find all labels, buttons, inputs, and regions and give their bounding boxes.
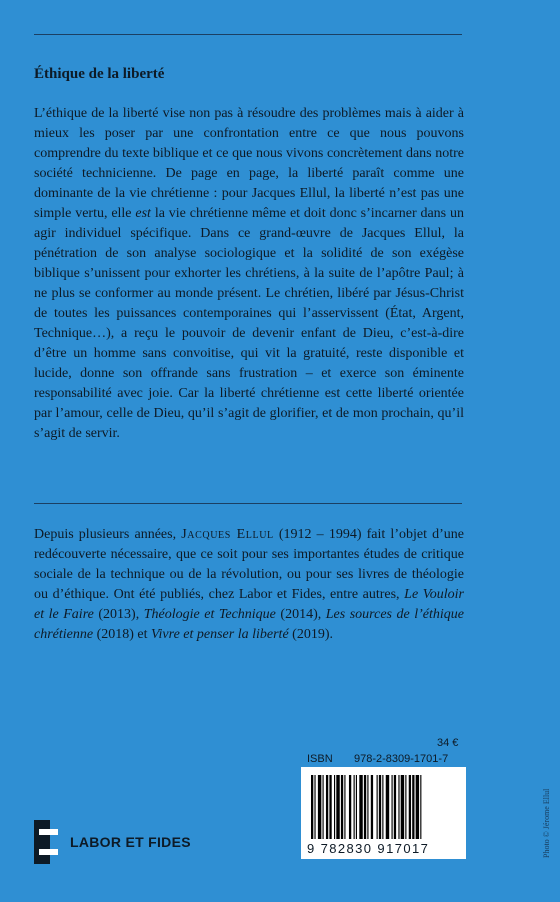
section-title: Éthique de la liberté (34, 66, 165, 82)
barcode-bar (394, 775, 396, 839)
barcode-bar (401, 775, 404, 839)
description-paragraph (34, 104, 464, 444)
bio-text-4: (2018) et (93, 627, 152, 642)
barcode-bar (341, 775, 343, 839)
bio-text-2: (2013), (93, 607, 144, 622)
description-emphasis: est (135, 206, 151, 221)
barcode-bar (379, 775, 381, 839)
barcode-bar (329, 775, 331, 839)
book-title-4: Vivre et penser la liberté (151, 627, 289, 642)
barcode-bar (405, 775, 406, 839)
bio-intro: Depuis plusieurs années, (34, 527, 182, 542)
barcode-bar (334, 775, 335, 839)
barcode-bar (359, 775, 362, 839)
barcode-bar (326, 775, 328, 839)
barcode-bar (323, 775, 324, 839)
barcode-bar (367, 775, 368, 839)
barcode-bar (412, 775, 414, 839)
bio-text-1: (1912 – 1994) fait l’objet d’une redécouverte nécessaire, que ce soit pour ses importantes études de critique sociale de la technique ou de la révolution, ou pour ses livres de théologie ou d’éthique. Ont été publiés, chez Labor et Fides, entre autres, (34, 527, 464, 602)
author-name: Jacques Ellul (181, 527, 274, 542)
barcode-bar (318, 775, 321, 839)
barcode-bar (344, 775, 345, 839)
barcode-bar (377, 775, 378, 839)
barcode-bar (364, 775, 366, 839)
top-rule (34, 34, 462, 35)
barcode-bar (311, 775, 313, 839)
bio-text-5: (2019). (288, 627, 333, 642)
barcode-bar (409, 775, 411, 839)
barcode-bar (416, 775, 419, 839)
book-title-1: Le Vouloir et le Faire (34, 587, 465, 622)
barcode-bar (392, 775, 393, 839)
book-title-2: Théologie et Technique (143, 607, 276, 622)
barcode-bar (382, 775, 383, 839)
publisher-logo (34, 820, 191, 864)
barcode-bar (398, 775, 399, 839)
bio-text-3: (2014), (275, 607, 326, 622)
author-bio-paragraph (34, 525, 464, 645)
barcode-bar (349, 775, 351, 839)
publisher-logo-icon (34, 820, 58, 864)
barcode-bar (354, 775, 355, 839)
photo-credit: Photo © Jérome Ellul (542, 788, 551, 858)
isbn-label: ISBN (307, 753, 333, 765)
middle-rule (34, 503, 462, 504)
barcode-digits: 9 782830 917017 (307, 841, 430, 856)
publisher-name: LABOR ET FIDES (70, 834, 191, 850)
barcode-bar (420, 775, 421, 839)
barcode (301, 767, 466, 859)
barcode-bar (386, 775, 389, 839)
book-title-3: Les sources de l’éthique chrétienne (34, 607, 464, 642)
barcode-bar (314, 775, 315, 839)
barcode-bar (336, 775, 339, 839)
isbn-number: 978-2-8309-1701-7 (354, 753, 449, 765)
price: 34 € (437, 737, 459, 749)
barcode-bar (371, 775, 373, 839)
description-text-1: L’éthique de la liberté vise non pas à résoudre des problèmes mais à aider à mieux les poser par une confrontation entre ce que nous pouvons comprendre du texte biblique et ce que nous vivons concrètement dans notre société technicienne. De page en page, la liberté paraît comme une dominante de la vie chrétienne : pour Jacques Ellul, la liberté n’est pas une simple vertu, elle (34, 106, 464, 221)
description-text-2: la vie chrétienne même et doit donc s’incarner dans un agir individuel spécifique. Dans ce grand-œuvre de Jacques Ellul, la pénétration de son analyse sociologique et la solidité de son exégèse biblique s’unissent pour exhorter les chrétiens, à la suite de l’apôtre Paul; à ne plus se conformer au monde présent. Le chrétien, libéré par Jésus-Christ de toutes les puissances contemporaines qui l’asservissent (État, Argent, Technique…), a reçu le pouvoir de devenir enfant de Dieu, c’est-à-dire d’être un homme sans convoitise, qui vit la gratuité, reste disponible et lucide, donne son offrande sans frustration – et exerce son éminente responsabilité avec joie. Car la liberté chrétienne est cette liberté orientée par l’amour, celle de Dieu, qu’il s’agit de glorifier, et de mon prochain, qu’il s’agit de servir. (34, 206, 464, 441)
barcode-bar (356, 775, 357, 839)
